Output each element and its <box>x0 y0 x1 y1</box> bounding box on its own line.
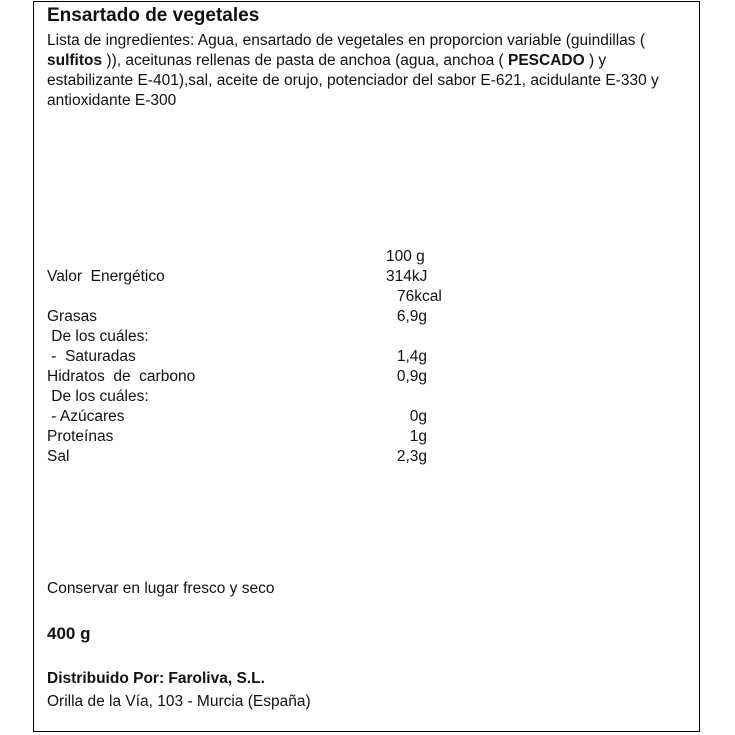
nutrition-column-header: 100 g <box>386 248 425 265</box>
nutrition-value: 6,9g <box>396 308 427 325</box>
nutrition-label: Proteínas <box>47 428 114 445</box>
product-label <box>33 1 700 732</box>
nutrition-label: - Azúcares <box>47 408 125 425</box>
nutrition-value: 1g <box>409 428 427 445</box>
allergen-sulfitos: sulfitos <box>47 52 103 69</box>
nutrition-label: De los cuáles: <box>47 388 149 405</box>
storage-instructions: Conservar en lugar fresco y seco <box>47 580 275 597</box>
nutrition-value: 2,3g <box>396 448 427 465</box>
nutrition-label-energy: Valor Energético <box>47 268 165 285</box>
ingredients-text-2: )), aceitunas rellenas de pasta de anchoa (agua, anchoa ( <box>102 52 508 69</box>
nutrition-label: - Saturadas <box>47 348 136 365</box>
nutrition-label: Grasas <box>47 308 97 325</box>
ingredients-text-3: ) y estabilizante E-401),sal, aceite de orujo, potenciador del sabor E-621, acidulante E-330 y antioxidante E-300 <box>47 52 659 109</box>
allergen-pescado: PESCADO <box>507 52 585 69</box>
ingredients-list <box>47 31 677 111</box>
nutrition-value-energy-kj: 314kJ <box>386 268 428 285</box>
ingredients-text-1: Lista de ingredientes: Agua, ensartado de vegetales en proporcion variable (guindillas ( <box>47 32 645 49</box>
nutrition-value: 1,4g <box>396 348 427 365</box>
distributor-address: Orilla de la Vía, 103 - Murcia (España) <box>47 693 311 710</box>
net-weight: 400 g <box>47 624 91 643</box>
nutrition-label: Sal <box>47 448 70 465</box>
nutrition-value: 0g <box>409 408 427 425</box>
nutrition-label: Hidratos de carbono <box>47 368 196 385</box>
nutrition-value: 0,9g <box>396 368 427 385</box>
nutrition-value-energy-kcal: 76kcal <box>397 288 442 305</box>
nutrition-label: De los cuáles: <box>47 328 149 345</box>
distributor-name: Distribuido Por: Faroliva, S.L. <box>47 670 265 687</box>
product-title: Ensartado de vegetales <box>47 5 260 26</box>
